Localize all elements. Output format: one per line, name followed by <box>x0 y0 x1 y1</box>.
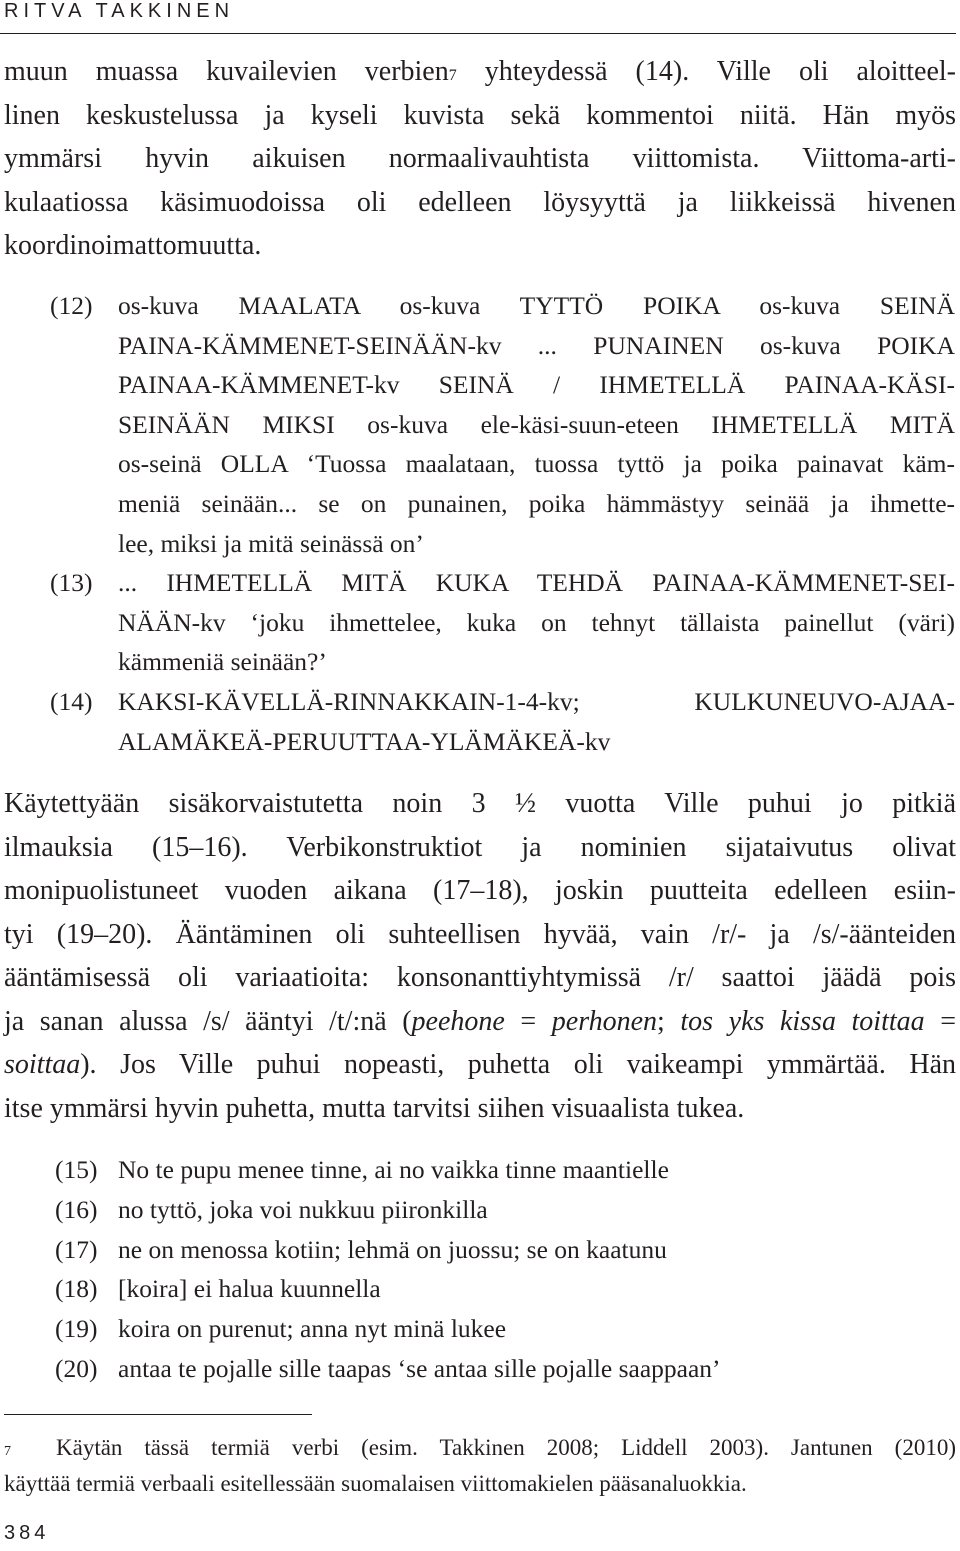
paragraph-line: monipuolistuneet vuoden aikana (17–18), joskin puutteita edelleen esiin- <box>4 875 956 906</box>
example-line: meniä seinään... se on punainen, poika hämmästyy seinää ja ihmette- <box>118 488 955 518</box>
example-line: os-kuva MAALATA os-kuva TYTTÖ POIKA os-kuva SEINÄ <box>118 291 955 320</box>
example-17 <box>55 1230 835 1270</box>
paragraph-line: ymmärsi hyvin aikuisen normaalivauhtista viittomista. Viittoma-arti- <box>4 143 956 174</box>
example-number: (13) <box>50 568 93 598</box>
paragraph-line: Käytettyään sisäkorvaistutetta noin 3 ½ vuotta Ville puhui jo pitkiä <box>4 788 956 819</box>
example-number: (15) <box>55 1155 98 1184</box>
footnote <box>4 1430 956 1502</box>
example-text: antaa te pojalle sille taapas ‘se antaa sille pojalle saappaan’ <box>118 1353 721 1383</box>
example-line: lee, miksi ja mitä seinässä on’ <box>118 528 424 558</box>
example-text <box>118 682 955 761</box>
header-rule <box>0 33 956 34</box>
paragraph-2 <box>4 782 956 1130</box>
paragraph-line: muun muassa kuvailevien verbien$^7$ yhteydessä (14). Ville oli aloitteel- <box>4 56 956 87</box>
example-number: (16) <box>55 1194 98 1224</box>
example-line: ALAMÄKEÄ-PERUUTTAA-YLÄMÄKEÄ-kv <box>118 726 611 756</box>
example-number: (12) <box>50 291 93 320</box>
example-number: (19) <box>55 1314 98 1344</box>
paragraph-line: ilmauksia (15–16). Verbikonstruktiot ja nominien sijataivutus olivat <box>4 831 956 863</box>
paragraph-line: ääntämisessä oli variaatioita: konsonanttiyhtymissä /r/ saattoi jäädä pois <box>4 962 956 993</box>
paragraph-line: ja sanan alussa /s/ ääntyi /t/:nä (peehone = perhonen; tos yks kissa toittaa = <box>4 1005 957 1037</box>
example-line: KAKSI-KÄVELLÄ-RINNAKKAIN-1-4-kv; KULKUNEUVO-AJAA- <box>118 686 955 716</box>
example-number: (18) <box>55 1274 98 1304</box>
example-line: NÄÄN-kv ‘joku ihmettelee, kuka on tehnyt tällaista painellut (väri) <box>118 607 955 637</box>
footnote-line: $^7$ Käytän tässä termiä verbi (esim. Takkinen 2008; Liddell 2003). Jantunen (2010) <box>4 1435 956 1460</box>
example-text <box>118 286 955 563</box>
example-text: no tyttö, joka voi nukkuu piironkilla <box>118 1194 488 1224</box>
example-12 <box>50 286 955 563</box>
example-number: (17) <box>55 1234 98 1264</box>
paragraph-line: itse ymmärsi hyvin puhetta, mutta tarvitsi siihen visuaalista tukea. <box>4 1092 745 1124</box>
example-text: ne on menossa kotiin; lehmä on juossu; se on kaatunu <box>118 1234 667 1264</box>
examples-15-20 <box>55 1150 835 1389</box>
running-head: RITVA TAKKINEN <box>4 0 235 22</box>
example-text: koira on purenut; anna nyt minä lukee <box>118 1314 507 1344</box>
example-13 <box>50 563 955 682</box>
footnote-line: käyttää termiä verbaali esitellessään suomalaisen viittomakielen pääsanaluokkia. <box>4 1471 747 1496</box>
example-20 <box>55 1349 835 1389</box>
example-text <box>118 563 955 682</box>
example-text: [koira] ei halua kuunnella <box>118 1274 381 1304</box>
example-16 <box>55 1190 835 1230</box>
example-19 <box>55 1309 835 1349</box>
example-line: PAINAA-KÄMMENET-kv SEINÄ / IHMETELLÄ PAINAA-KÄSI- <box>118 370 955 400</box>
paragraph-1 <box>4 50 956 268</box>
example-line: ... IHMETELLÄ MITÄ KUKA TEHDÄ PAINAA-KÄMMENET-SEI- <box>118 568 955 598</box>
examples-12-14 <box>50 286 955 761</box>
page-number: 384 <box>4 1522 50 1544</box>
example-number: (14) <box>50 686 93 716</box>
example-18 <box>55 1269 835 1309</box>
footnote-rule <box>4 1414 312 1415</box>
example-15 <box>55 1150 835 1190</box>
example-line: SEINÄÄN MIKSI os-kuva ele-käsi-suun-eteen IHMETELLÄ MITÄ <box>118 409 955 439</box>
example-line: os-seinä OLLA ‘Tuossa maalataan, tuossa tyttö ja poika painavat käm- <box>118 449 955 479</box>
example-line: PAINA-KÄMMENET-SEINÄÄN-kv ... PUNAINEN os-kuva POIKA <box>118 330 955 360</box>
footnote-ref[interactable]: 7 <box>448 67 457 84</box>
example-number: (20) <box>55 1353 98 1383</box>
example-text: No te pupu menee tinne, ai no vaikka tinne maantielle <box>118 1155 669 1184</box>
paragraph-line: linen keskustelussa ja kyseli kuvista sekä kommentoi niitä. Hän myös <box>4 99 956 131</box>
paragraph-line: soittaa). Jos Ville puhui nopeasti, puhetta oli vaikeampi ymmärtää. Hän <box>4 1049 956 1080</box>
example-line: kämmeniä seinään?’ <box>118 647 327 677</box>
paragraph-line: koordinoimattomuutta. <box>4 230 262 261</box>
footnote-mark: 7 <box>4 1444 11 1459</box>
paragraph-line: kulaatiossa käsimuodoissa oli edelleen löysyyttä ja liikkeissä hivenen <box>4 186 956 218</box>
paragraph-line: tyi (19–20). Ääntäminen oli suhteellisen hyvää, vain /r/- ja /s/-äänteiden <box>4 918 956 950</box>
example-14 <box>50 682 955 761</box>
